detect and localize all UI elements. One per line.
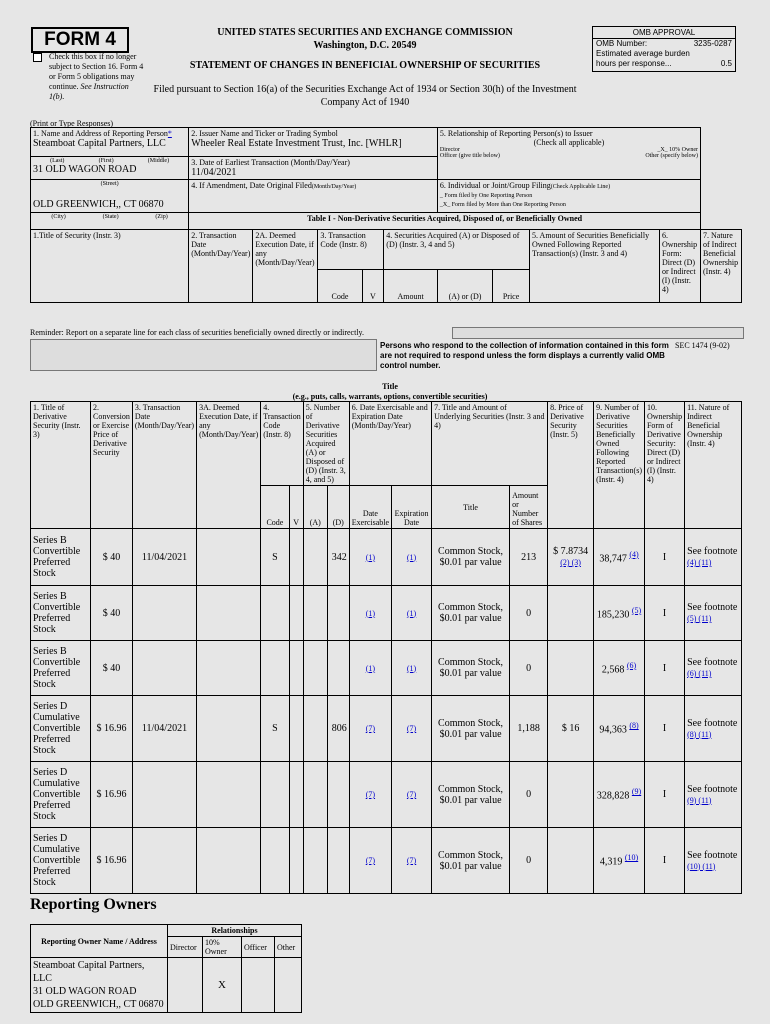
t2-deemed-date [197, 641, 261, 696]
footnote-link[interactable]: (1) [365, 552, 376, 562]
owned-value: 4,319 [599, 856, 623, 868]
t2-nature [685, 641, 742, 696]
omb-number-row [593, 39, 735, 49]
t2-h6: 6. Date Exercisable and Expiration Date (Month/Day/Year) [349, 402, 431, 486]
omb-approval-box [592, 26, 736, 72]
t2-ownership-form: I [644, 529, 684, 586]
ro-name-header: Reporting Owner Name / Address [31, 925, 168, 958]
omb-burden-label: Estimated average burden hours per response... [596, 49, 690, 68]
table-row [31, 828, 742, 894]
owned-value: 38,747 [599, 553, 627, 565]
box6-label: 6. Individual or Joint/Group Filing [439, 181, 551, 190]
t2-v-cell [289, 586, 303, 641]
t2-nature [685, 586, 742, 641]
reporting-address: 31 OLD WAGON ROAD [33, 164, 137, 175]
t2-derivative-price [548, 696, 594, 762]
t2-underlying-title: Common Stock, $0.01 par value [432, 586, 510, 641]
nature-text: See footnote [687, 717, 738, 729]
t2-disposed [327, 762, 349, 828]
t2-owned-following [594, 529, 645, 586]
t2-underlying-title: Common Stock, $0.01 par value [432, 696, 510, 762]
owned-value: 94,363 [599, 724, 627, 736]
t2-ownership-form: I [644, 828, 684, 894]
footnote-link[interactable]: (10) [624, 853, 639, 863]
t2-date-ex: Date Exercisable [349, 486, 391, 529]
table-1 [30, 127, 742, 303]
t2-owned-following [594, 828, 645, 894]
t2-derivative-price [548, 529, 594, 586]
no-longer-subject-checkbox[interactable] [33, 53, 42, 62]
t2-h5: 5. Number of Derivative Securities Acquired (A) or Disposed of (D) (Instr. 3, 4, and 5) [303, 402, 349, 486]
t2-expiration-date [392, 828, 432, 894]
t2-conversion-price: $ 40 [91, 586, 133, 641]
box2-label: 2. Issuer Name and Ticker or Trading Symbol [191, 129, 338, 138]
ro-other: Other [275, 937, 302, 958]
t2-h2: 2. Conversion or Exercise Price of Derivative Security [91, 402, 133, 529]
footnote-link[interactable]: (6) (11) [687, 669, 712, 678]
footnote-link[interactable]: (1) [406, 663, 417, 673]
t2-derivative-price [548, 641, 594, 696]
checkbox-text: Check this box if no longer subject to Section 16. Form 4 or Form 5 obligations may continue. [49, 52, 144, 91]
owned-value: 328,828 [596, 790, 630, 802]
sec-code: SEC 1474 (9-02) [675, 341, 730, 350]
table2-subtitle: (e.g., puts, calls, warrants, options, convertible securities) [292, 392, 488, 401]
t2-h10: 10. Ownership Form of Derivative Security: Direct (D) or Indirect (I) (Instr. 4) [644, 402, 684, 529]
t2-deemed-date [197, 586, 261, 641]
box5-sub: (Check all applicable) [533, 138, 605, 147]
footnote-link[interactable]: (9) [631, 787, 642, 797]
box5 [437, 128, 700, 180]
notice-gray-box [30, 339, 377, 371]
table-row [31, 762, 742, 828]
ro-officer: Officer [242, 937, 275, 958]
box5-row2 [440, 153, 698, 159]
t2-disposed: 806 [327, 696, 349, 762]
t1-col6: 6. Ownership Form: Direct (D) or Indirect (I) (Instr. 4) [660, 230, 701, 303]
t2-owned-following [594, 641, 645, 696]
omb-number-label: OMB Number: [596, 39, 648, 48]
filing-one: _ Form filed by One Reporting Person [439, 193, 533, 199]
reporting-city: OLD GREENWICH,, CT 06870 [33, 199, 164, 210]
t2-ownership-form: I [644, 586, 684, 641]
t1-col2a: 2A. Deemed Execution Date, if any (Month/Day/Year) [253, 230, 318, 303]
t2-h1: 1. Title of Derivative Security (Instr. 3) [31, 402, 91, 529]
t2-disposed [327, 586, 349, 641]
agency-name: UNITED STATES SECURITIES AND EXCHANGE COMMISSION [217, 27, 513, 38]
price-value: $ 16 [561, 723, 580, 734]
last-caption: (Last) [50, 158, 65, 164]
t2-underlying-amount: 0 [510, 641, 548, 696]
nature-text: See footnote [687, 849, 738, 861]
footnote-link[interactable]: (1) [406, 608, 417, 618]
ro-other-cell [275, 958, 302, 1013]
t2-ownership-form: I [644, 762, 684, 828]
issuer-name: Wheeler Real Estate Investment Trust, Inc. [WHLR] [191, 138, 402, 149]
filing-more: _X_ Form filed by More than One Reporting Person [439, 202, 566, 208]
t2-owned-following [594, 696, 645, 762]
t2-security-title: Series B Convertible Preferred Stock [31, 641, 91, 696]
t2-date-exercisable [349, 529, 391, 586]
t1-col2: 2. Transaction Date (Month/Day/Year) [189, 230, 253, 303]
t2-disposed: 342 [327, 529, 349, 586]
t2-nature [685, 828, 742, 894]
table-2 [30, 401, 742, 894]
t2-owned-following [594, 586, 645, 641]
t2-v-cell [289, 762, 303, 828]
table2-heading: Title [382, 382, 398, 391]
t2-transaction-code: S [261, 529, 289, 586]
t2-security-title: Series B Convertible Preferred Stock [31, 586, 91, 641]
earliest-transaction-date: 11/04/2021 [191, 167, 237, 178]
footnote-link[interactable]: (6) [626, 660, 637, 670]
box4 [189, 180, 438, 213]
t2-nature [685, 762, 742, 828]
t2-security-title: Series B Convertible Preferred Stock [31, 529, 91, 586]
t2-security-title: Series D Cumulative Convertible Preferred Stock [31, 828, 91, 894]
city-caption: (City) [51, 214, 66, 220]
footnote-link[interactable]: (7) [365, 724, 376, 733]
ro-officer-cell [242, 958, 275, 1013]
director-option: Director [439, 147, 460, 153]
print-or-type: (Print or Type Responses) [30, 119, 114, 128]
t2-disposed [327, 828, 349, 894]
table-row [31, 641, 742, 696]
t2-date-exercisable [349, 828, 391, 894]
t1-aord: (A) or (D) [437, 270, 492, 303]
table1-title: Table I - Non-Derivative Securities Acquired, Disposed of, or Beneficially Owned [189, 213, 701, 230]
t2-expiration-date [392, 529, 432, 586]
first-caption: (First) [98, 158, 114, 164]
t2-exp: Expiration Date [392, 486, 432, 529]
t2-acquired [303, 696, 327, 762]
t2-v-cell [289, 529, 303, 586]
box6 [437, 180, 700, 213]
t2-underlying-amount: 1,188 [510, 696, 548, 762]
officer-option: Officer (give title below) [439, 153, 500, 159]
t2-h3a: 3A. Deemed Execution Date, if any (Month/Day/Year) [197, 402, 261, 529]
box4-label: 4. If Amendment, Date Original Filed [191, 181, 312, 190]
t2-conversion-price: $ 40 [91, 641, 133, 696]
t2-deemed-date [197, 696, 261, 762]
t2-v-cell [289, 641, 303, 696]
t2-disposed [327, 641, 349, 696]
t2-h11: 11. Nature of Indirect Beneficial Ownership (Instr. 4) [685, 402, 742, 529]
ro-director: Director [168, 937, 203, 958]
ro-owner-name: Steamboat Capital Partners, LLC [33, 960, 145, 984]
city-captions [33, 214, 186, 220]
box1-label: 1. Name and Address of Reporting Person [33, 129, 168, 138]
footnote-link[interactable]: (10) (11) [687, 861, 716, 871]
nature-text: See footnote [687, 546, 738, 557]
agency-heading [180, 26, 550, 52]
owned-value: 2,568 [601, 664, 625, 676]
t2-h8: 8. Price of Derivative Security (Instr. 5) [548, 402, 594, 529]
t2-owned-following [594, 762, 645, 828]
t2-h9: 9. Number of Derivative Securities Beneficially Owned Following Reported Transaction(s) (Instr. 4) [594, 402, 645, 529]
t1-col3: 3. Transaction Code (Instr. 8) [318, 230, 384, 270]
filed-pursuant: Filed pursuant to Section 16(a) of the Securities Exchange Act of 1934 or Section 30(h) of the Investment Company Act of 1940 [153, 84, 577, 108]
t2-code: Code [261, 486, 289, 529]
t2-underlying-title: Common Stock, $0.01 par value [432, 762, 510, 828]
checkbox-label [49, 52, 144, 102]
box1-star: * [167, 129, 172, 138]
omb-burden-row [593, 49, 735, 69]
t2-h4: 4. Transaction Code (Instr. 8) [261, 402, 303, 486]
t2-deemed-date [197, 529, 261, 586]
box1-address [31, 157, 189, 180]
agency-location: Washington, D.C. 20549 [313, 40, 417, 51]
t2-a: (A) [303, 486, 327, 529]
t2-underlying-amount: 213 [510, 529, 548, 586]
other-option: Other (specify below) [645, 153, 698, 159]
footnote-link[interactable]: (2) (3) [560, 558, 581, 567]
footnote-link[interactable]: (8) [629, 721, 639, 731]
reminder: Reminder: Report on a separate line for each class of securities beneficially owned directly or indirectly. [30, 328, 365, 337]
ro-owner-addr2: OLD GREENWICH,, CT 06870 [33, 999, 164, 1010]
t1-col7: 7. Nature of Indirect Beneficial Ownership (Instr. 4) [701, 230, 742, 303]
price-value: $ 7.8734 [553, 546, 589, 557]
ten-pct-option: _X_ 10% Owner [657, 147, 698, 153]
see-instruction: See Instruction 1(b). [49, 82, 129, 101]
t2-conversion-price: $ 16.96 [91, 828, 133, 894]
statement-title: STATEMENT OF CHANGES IN BENEFICIAL OWNERSHIP OF SECURITIES [189, 60, 541, 71]
t2-v-cell [289, 696, 303, 762]
t2-date-exercisable [349, 762, 391, 828]
t2-transaction-date [132, 641, 196, 696]
t2-underlying-amount: 0 [510, 586, 548, 641]
t2-date-exercisable [349, 586, 391, 641]
persons-notice: Persons who respond to the collection of information contained in this form are not required to respond unless the form displays a currently valid OMB control number. [380, 341, 669, 370]
ro-relationships: Relationships [168, 925, 302, 937]
t2-transaction-code: S [261, 696, 289, 762]
state-caption: (State) [102, 214, 119, 220]
footnote-link[interactable]: (1) [406, 552, 417, 562]
footnote-link[interactable]: (8) (11) [687, 729, 712, 739]
t2-derivative-price [548, 762, 594, 828]
t1-col1: 1.Title of Security (Instr. 3) [31, 230, 189, 303]
t2-conversion-price: $ 16.96 [91, 696, 133, 762]
footnote-link[interactable]: (1) [365, 608, 376, 618]
t1-v: V [362, 270, 384, 303]
table-row [31, 529, 742, 586]
t2-transaction-date: 11/04/2021 [132, 696, 196, 762]
box1-city-captions [31, 213, 189, 230]
t2-underlying-title: Common Stock, $0.01 par value [432, 828, 510, 894]
footnote-link[interactable]: (4) (11) [687, 558, 712, 567]
table2-title [200, 382, 580, 402]
t2-nature [685, 696, 742, 762]
t2-acquired [303, 529, 327, 586]
t1-amount: Amount [384, 270, 438, 303]
t2-underlying-title: Common Stock, $0.01 par value [432, 641, 510, 696]
street-caption: (Street) [100, 181, 119, 187]
footnote-link[interactable]: (4) [629, 549, 639, 559]
t1-col4: 4. Securities Acquired (A) or Disposed of (D) (Instr. 3, 4 and 5) [384, 230, 530, 270]
ro-ten-pct: 10% Owner [203, 937, 242, 958]
t2-underlying-amount: 0 [510, 828, 548, 894]
omb-title: OMB APPROVAL [593, 27, 735, 39]
omb-number-value: 3235-0287 [693, 39, 732, 48]
ro-director-cell [168, 958, 203, 1013]
t2-transaction-date [132, 828, 196, 894]
box6-sub: (Check Applicable Line) [550, 184, 611, 190]
t2-underlying-title: Common Stock, $0.01 par value [432, 529, 510, 586]
t1-price: Price [493, 270, 530, 303]
t2-ownership-form: I [644, 641, 684, 696]
t2-deemed-date [197, 762, 261, 828]
omb-burden-value: 0.5 [720, 59, 732, 68]
box4-sub: (Month/Day/Year) [311, 184, 357, 190]
t2-deemed-date [197, 828, 261, 894]
reminder-gray-box [452, 327, 744, 339]
middle-caption: (Middle) [147, 158, 170, 164]
zip-caption: (Zip) [155, 214, 168, 220]
ro-owner [31, 958, 168, 1013]
t2-expiration-date [392, 586, 432, 641]
footnote-link[interactable]: (7) [365, 790, 376, 799]
t2-d: (D) [327, 486, 349, 529]
t2-expiration-date [392, 696, 432, 762]
t1-code: Code [318, 270, 362, 303]
form-title: FORM 4 [31, 27, 129, 53]
box1-header [31, 128, 189, 157]
t2-expiration-date [392, 641, 432, 696]
nature-text: See footnote [687, 602, 738, 613]
t2-date-exercisable [349, 696, 391, 762]
t2-acquired [303, 641, 327, 696]
t2-conversion-price: $ 16.96 [91, 762, 133, 828]
reporting-owners-table [30, 924, 302, 1013]
box5-label: 5. Relationship of Reporting Person(s) to Issuer [439, 129, 593, 138]
t1-col5: 5. Amount of Securities Beneficially Owned Following Reported Transaction(s) (Instr. 3 and 4) [530, 230, 660, 303]
t2-expiration-date [392, 762, 432, 828]
footnote-link[interactable]: (5) (11) [687, 614, 712, 623]
table-row [31, 696, 742, 762]
ro-ten-pct-cell: X [203, 958, 242, 1013]
t2-h7: 7. Title and Amount of Underlying Securities (Instr. 3 and 4) [432, 402, 548, 486]
t2-transaction-code [261, 586, 289, 641]
nature-text: See footnote [687, 783, 738, 795]
footnote-link[interactable]: (7) [406, 790, 417, 799]
t2-transaction-code [261, 641, 289, 696]
footnote-link[interactable]: (7) [406, 856, 417, 865]
t2-transaction-code [261, 762, 289, 828]
t2-ownership-form: I [644, 696, 684, 762]
box3 [189, 157, 438, 180]
t2-security-title: Series D Cumulative Convertible Preferred Stock [31, 762, 91, 828]
t2-underlying-amount: 0 [510, 762, 548, 828]
t2-security-title: Series D Cumulative Convertible Preferred Stock [31, 696, 91, 762]
reporting-owners-heading: Reporting Owners [30, 896, 157, 913]
t2-acquired [303, 762, 327, 828]
t2-transaction-date [132, 762, 196, 828]
t2-v: V [289, 486, 303, 529]
t2-h3: 3. Transaction Date (Month/Day/Year) [132, 402, 196, 529]
box1-street [31, 180, 189, 213]
box2 [189, 128, 438, 157]
t2-acquired [303, 586, 327, 641]
owned-value: 185,230 [596, 609, 630, 621]
t2-transaction-date: 11/04/2021 [132, 529, 196, 586]
table-row [31, 586, 742, 641]
footnote-link[interactable]: (7) [365, 856, 376, 865]
t2-amount: Amount or Number of Shares [510, 486, 548, 529]
t2-v-cell [289, 828, 303, 894]
footnote-link[interactable]: (5) [631, 605, 642, 615]
t2-title: Title [432, 486, 510, 529]
footnote-link[interactable]: (1) [365, 663, 376, 673]
t2-date-exercisable [349, 641, 391, 696]
box3-label: 3. Date of Earliest Transaction (Month/Day/Year) [191, 158, 350, 167]
t2-acquired [303, 828, 327, 894]
footnote-link[interactable]: (9) (11) [687, 795, 712, 805]
t2-derivative-price [548, 586, 594, 641]
footnote-link[interactable]: (7) [406, 724, 417, 733]
t2-transaction-code [261, 828, 289, 894]
t2-transaction-date [132, 586, 196, 641]
nature-text: See footnote [687, 657, 738, 668]
t2-nature [685, 529, 742, 586]
t2-conversion-price: $ 40 [91, 529, 133, 586]
t2-derivative-price [548, 828, 594, 894]
ro-owner-addr1: 31 OLD WAGON ROAD [33, 986, 137, 997]
reporting-person-name: Steamboat Capital Partners, LLC [33, 138, 166, 149]
